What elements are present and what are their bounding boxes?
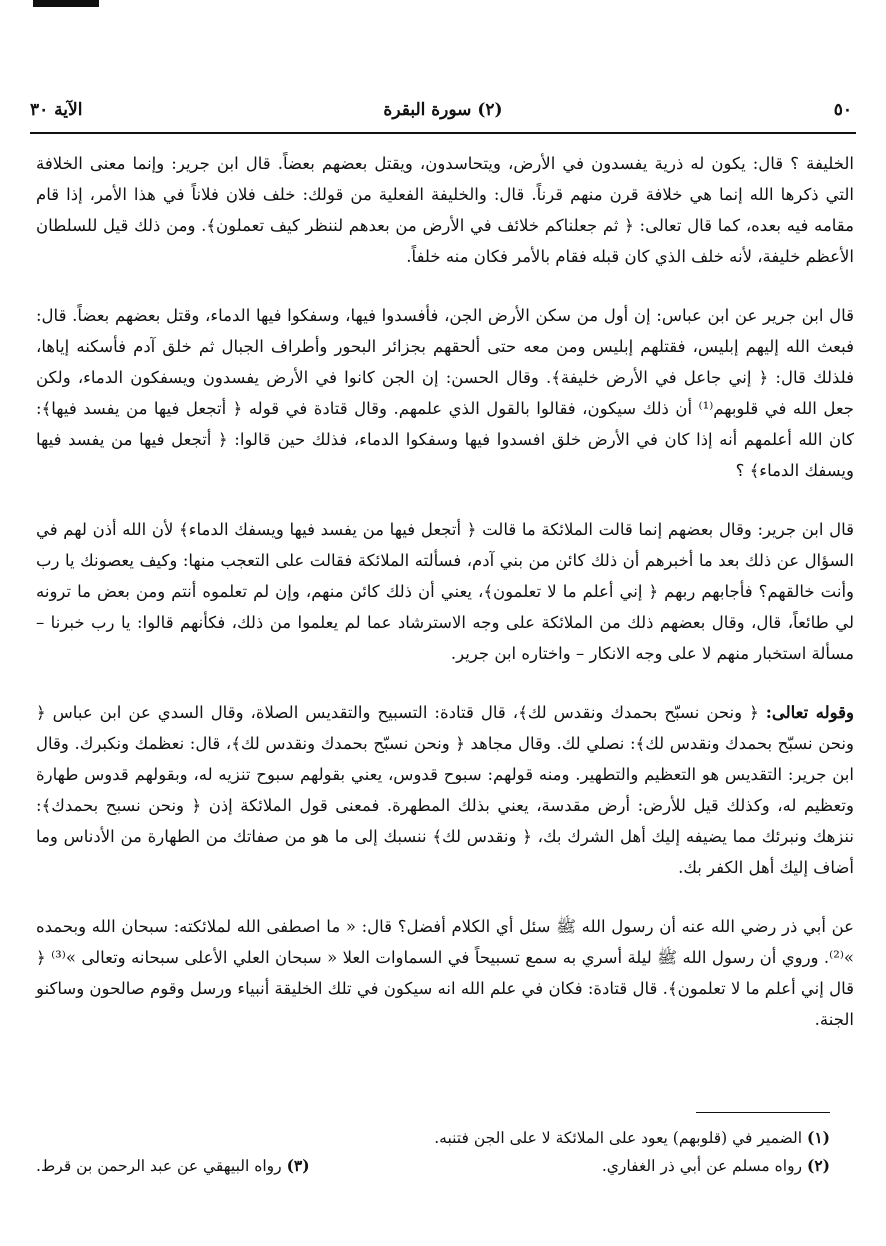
footnote-3 — [36, 1152, 310, 1180]
header-divider — [30, 132, 856, 134]
paragraph-text: عن أبي ذر رضي الله عنه أن رسول الله ﷺ سئل أي الكلام أفضل؟ قال: « ما اصطفى الله لملائكته: سبحان الله وبحمده »⁽²⁾. وروي أن رسول الله ﷺ ليلة أسري به سمع تسبيحاً في السماوات العلا « سبحان العلي الأعلى سبحانه وتعالى »⁽³⁾ ﴿ قال إني أعلم ما لا تعلمون﴾. قال قتادة: فكان في علم الله انه سيكون في تلك الخليقة أنبياء ورسل وقوم صالحون وساكنو الجنة. — [36, 917, 854, 1029]
footnote-text: رواه البيهقي عن عبد الرحمن بن قرط. — [36, 1157, 282, 1175]
paragraph-3 — [36, 514, 854, 669]
footnote-1 — [36, 1124, 830, 1152]
page-number: ٥٠ — [833, 100, 852, 120]
paragraph-1 — [36, 148, 854, 272]
paragraph-text: ﴿ ونحن نسبّح بحمدك ونقدس لك﴾، قال قتادة: التسبيح والتقديس الصلاة، وقال السدي عن ابن عباس ﴿ ونحن نسبّح بحمدك ونقدس لك﴾: نصلي لك. وقال مجاهد ﴿ ونحن نسبّح بحمدك ونقدس لك﴾، قال: نعظمك ونكبرك. وقال ابن جرير: التقديس هو التعظيم والتطهير. ومنه قولهم: سبوح قدوس، يعني بقولهم سبوح تنزيه له، وبقولهم قدوس طهارة وتعظيم له، وكذلك قيل للأرض: أرض مقدسة، يعني بذلك المطهرة. فمعنى قول الملائكة إذن ﴿ ونحن نسبح بحمدك﴾: ننزهك ونبرئك مما يضيفه إليك أهل الشرك بك، ﴿ ونقدس لك﴾ ننسبك إلى ما هو من صفاتك من الطهارة من الأدناس وما أضاف إليك أهل الكفر بك. — [36, 703, 854, 877]
page-header — [30, 100, 856, 128]
footnote-text: رواه مسلم عن أبي ذر الغفاري. — [601, 1157, 803, 1175]
paragraph-text: الخليفة ؟ قال: يكون له ذرية يفسدون في الأرض، ويتحاسدون، ويقتل بعضهم بعضاً. قال ابن جرير: وإنما معنى الخلافة التي ذكرها الله إنما هي خلافة قرن منهم قرناً. قال: والخليفة الفعلية من قولك: خلف فلان فلاناً في هذا الأمر، إذا قام مقامه فيه بعده، كما قال تعالى: ﴿ ثم جعلناكم خلائف في الأرض من بعدهم لننظر كيف تعملون﴾. ومن ذلك قيل للسلطان الأعظم خليفة، لأنه خلف الذي كان قبله فقام بالأمر فكان منه خلفاً. — [36, 154, 854, 266]
footnote-text: الضمير في (قلوبهم) يعود على الملائكة لا على الجن فتنبه. — [434, 1129, 803, 1147]
paragraph-text: قال ابن جرير عن ابن عباس: إن أول من سكن الأرض الجن، فأفسدوا فيها، وسفكوا فيها الدماء، وقتل بعضهم بعضاً. قال: فبعث الله إليهم إبليس، فقتلهم إبليس ومن معه حتى ألحقهم بجزائر البحور وأطراف الجبال ثم خلق آدم فأسكنه إياها، فلذلك قال: ﴿ إني جاعل في الأرض خليفة﴾. وقال الحسن: إن الجن كانوا في الأرض يفسدون ويسفكون الدماء، ولكن جعل الله في قلوبهم⁽¹⁾ أن ذلك سيكون، فقالوا بالقول الذي علمهم. وقال قتادة في قوله ﴿ أتجعل فيها من يفسد فيها﴾: كان الله أعلمهم أنه إذا كان في الأرض خلق افسدوا فيها وسفكوا الدماء، فذلك حين قالوا: ﴿ أتجعل فيها من يفسد فيها ويسفك الدماء﴾ ؟ — [36, 306, 854, 480]
paragraph-4 — [36, 697, 854, 883]
scan-corner-mark — [33, 0, 99, 7]
paragraph-lead: وقوله تعالى: — [765, 703, 854, 722]
footnote-number: (٣) — [286, 1156, 310, 1175]
paragraph-2 — [36, 300, 854, 486]
footnote-divider — [696, 1112, 830, 1113]
verse-label: الآية ٣٠ — [30, 100, 83, 120]
footnote-number: (١) — [806, 1128, 830, 1147]
paragraph-text: قال ابن جرير: وقال بعضهم إنما قالت الملائكة ما قالت ﴿ أتجعل فيها من يفسد فيها ويسفك الدماء﴾ لأن الله أذن لهم في السؤال عن ذلك بعد ما أخبرهم أن ذلك كائن من بني آدم، فسألته الملائكة فقالت على التعجب منها: وكيف يعصونك يا رب وأنت خالقهم؟ فأجابهم ربهم ﴿ إني أعلم ما لا تعلمون﴾، يعني أن ذلك كائن منهم، وإن لم تعلموه أنتم ومن بعض ما ترونه لي طائعاً، قال، وقال بعضهم ذلك من الملائكة على وجه الاسترشاد عما لم يعلموا من ذلك، فكأنهم قالوا: يا رب خبرنا – مسألة استخبار منهم لا على وجه الانكار – واختاره ابن جرير. — [36, 520, 854, 663]
surah-title: (٢) سورة البقرة — [383, 100, 503, 120]
footnote-number: (٢) — [806, 1156, 830, 1175]
footnotes — [36, 1124, 830, 1180]
page-body — [36, 148, 854, 1063]
paragraph-5 — [36, 911, 854, 1035]
